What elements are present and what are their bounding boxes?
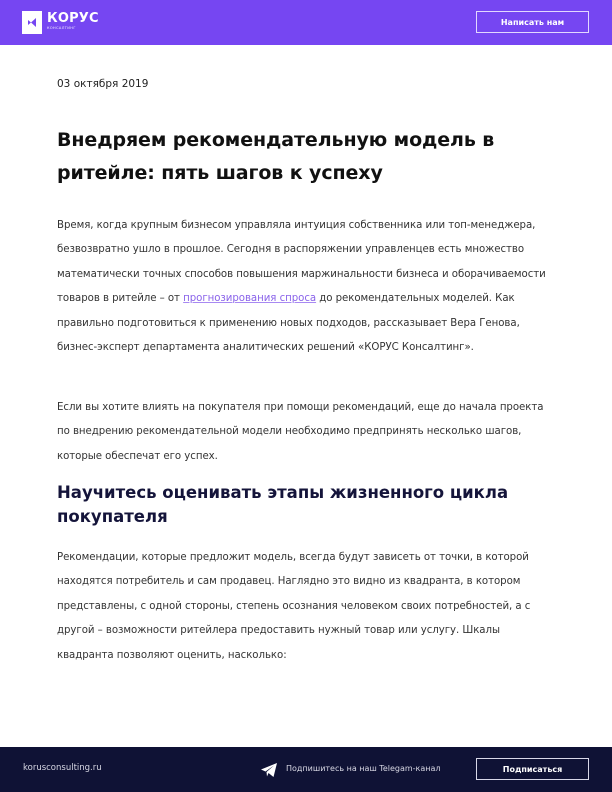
article-date: 03 октября 2019 bbox=[57, 78, 149, 90]
section-heading: Научитесь оценивать этапы жизненного цикла покупателя bbox=[57, 483, 509, 526]
korus-logo-icon bbox=[22, 11, 42, 34]
article-paragraph-intro bbox=[57, 214, 557, 360]
logo-subtitle: КОНСАЛТИНГ bbox=[47, 26, 76, 30]
telegram-caption: Подпишитесь на наш Telegam-канал bbox=[286, 764, 441, 773]
korus-logo[interactable] bbox=[22, 11, 99, 35]
article-paragraph: Если вы хотите влиять на покупателя при помощи рекомендаций, еще до начала проекта по внедрению рекомендательной модели необходимо предпринять несколько шагов, которые обеспечат его успех. bbox=[57, 402, 544, 462]
demand-forecasting-link[interactable]: прогнозирования спроса bbox=[183, 293, 317, 305]
contact-us-button[interactable]: Написать нам bbox=[476, 11, 589, 33]
telegram-icon bbox=[261, 763, 277, 777]
site-header bbox=[0, 0, 612, 45]
site-link[interactable]: korusconsulting.ru bbox=[23, 763, 102, 773]
paragraph-text: до рекомендательных моделей. Как правильно подготовиться к применению новых подходов, рассказывает Вера Генова, бизнес-эксперт департамента аналитических решений «КОРУС Консалтинг». bbox=[57, 293, 520, 354]
subscribe-button[interactable]: Подписаться bbox=[476, 758, 589, 780]
article-title: Внедряем рекомендательную модель в ритейле: пять шагов к успеху bbox=[57, 129, 495, 184]
article-paragraph: Рекомендации, которые предложит модель, всегда будут зависеть от точки, в которой находятся потребитель и сам продавец. Наглядно это видно из квадранта, в котором представлены, с одной стороны, степень осознания человеком своих потребностей, а с другой – возможности ритейлера предоставить нужный товар или услугу. Шкалы квадранта позволяют оценить, насколько: bbox=[57, 552, 531, 661]
site-footer bbox=[0, 747, 612, 792]
paragraph-text: Время, когда крупным бизнесом управляла интуиция собственника или топ-менеджера, безвозвратно ушло в прошлое. Сегодня в распоряжении управленцев есть множество математически точных способов повышения маржинальности бизнеса и оборачиваемости товаров в ритейле – от bbox=[57, 220, 546, 305]
logo-name: КОРУС bbox=[47, 11, 99, 26]
